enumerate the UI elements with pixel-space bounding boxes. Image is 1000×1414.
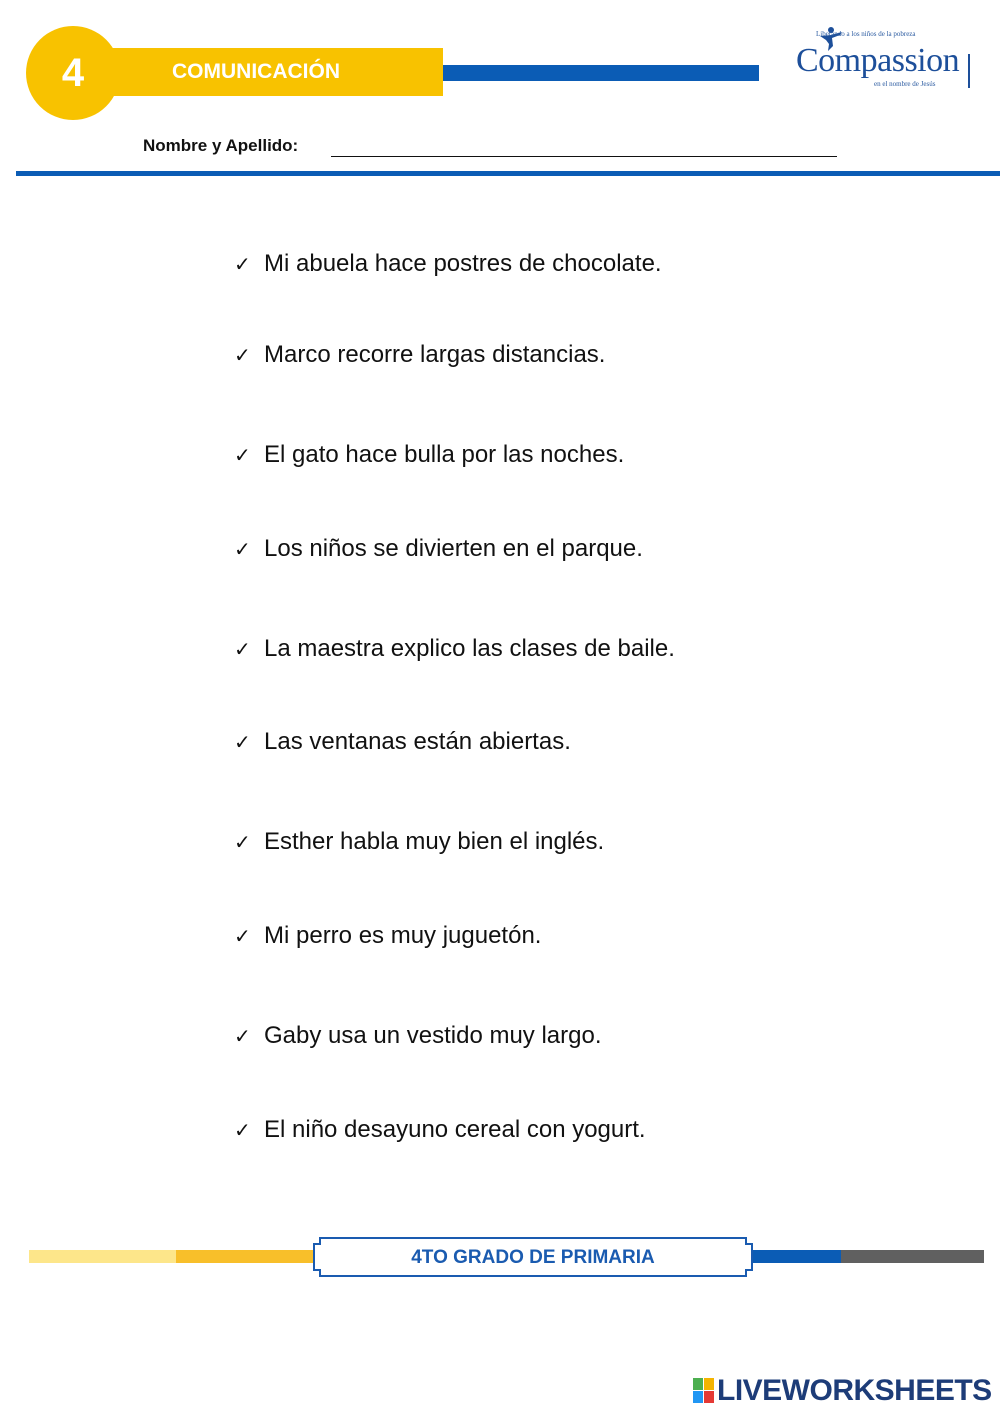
checkmark-icon: ✓ xyxy=(234,343,251,367)
checkmark-icon: ✓ xyxy=(234,830,251,854)
sentence-item xyxy=(234,828,604,856)
grade-number: 4 xyxy=(61,50,85,95)
footer-bar-yellow xyxy=(176,1250,321,1263)
checkmark-icon: ✓ xyxy=(234,1024,251,1048)
sentence-text: La maestra explico las clases de baile. xyxy=(264,635,675,662)
checkmark-icon: ✓ xyxy=(234,537,251,561)
sentence-item xyxy=(234,441,624,469)
subject-banner xyxy=(100,48,443,96)
sentence-text: Mi perro es muy juguetón. xyxy=(264,922,542,949)
sentence-item xyxy=(234,1116,646,1144)
sentence-item xyxy=(234,635,675,663)
footer-bar-blue xyxy=(745,1250,841,1263)
checkmark-icon: ✓ xyxy=(234,637,251,661)
logo-tagline-bottom: en el nombre de Jesús xyxy=(874,80,936,88)
sentence-text: Las ventanas están abiertas. xyxy=(264,728,571,755)
name-input-line[interactable] xyxy=(331,156,837,157)
sentence-text: Esther habla muy bien el inglés. xyxy=(264,828,605,855)
liveworksheets-logo-icon xyxy=(693,1378,715,1404)
sentence-text: El niño desayuno cereal con yogurt. xyxy=(264,1116,646,1143)
logo-divider xyxy=(968,54,970,88)
sentence-item xyxy=(234,1022,602,1050)
subject-title: COMUNICACIÓN xyxy=(172,60,340,83)
checkmark-icon: ✓ xyxy=(234,924,251,948)
checkmark-icon: ✓ xyxy=(234,252,251,276)
sentence-text: El gato hace bulla por las noches. xyxy=(264,441,625,468)
checkmark-icon: ✓ xyxy=(234,443,251,467)
sentence-item xyxy=(234,535,643,563)
checkmark-icon: ✓ xyxy=(234,730,251,754)
footer-grade-level: 4TO GRADO DE PRIMARIA xyxy=(411,1247,655,1268)
sentence-item xyxy=(234,250,662,278)
sentence-item xyxy=(234,341,605,369)
footer-bar-light-yellow xyxy=(29,1250,176,1263)
sentence-text: Los niños se divierten en el parque. xyxy=(264,535,643,562)
checkmark-icon: ✓ xyxy=(234,1118,251,1142)
sentence-text: Mi abuela hace postres de chocolate. xyxy=(264,250,662,277)
sentence-item xyxy=(234,922,541,950)
logo-brand: Compassion xyxy=(796,42,960,79)
sentence-item xyxy=(234,728,571,756)
header-accent-bar xyxy=(443,65,759,81)
sentence-text: Gaby usa un vestido muy largo. xyxy=(264,1022,602,1049)
compassion-logo xyxy=(790,24,980,94)
grade-badge xyxy=(26,26,120,120)
watermark-text: LIVEWORKSHEETS xyxy=(717,1374,992,1407)
name-label: Nombre y Apellido: xyxy=(143,136,299,155)
logo-tagline-top: Liberando a los niños de la pobreza xyxy=(816,30,916,38)
liveworksheets-watermark xyxy=(693,1374,992,1407)
sentence-text: Marco recorre largas distancias. xyxy=(264,341,606,368)
header-rule xyxy=(16,171,1000,176)
footer-bar-gray xyxy=(841,1250,984,1263)
